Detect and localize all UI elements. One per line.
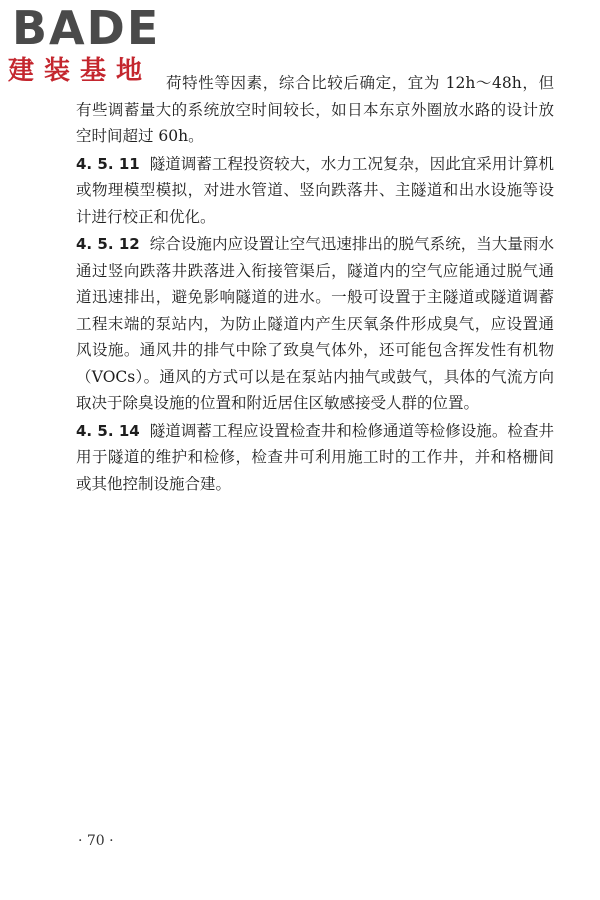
logo-subtitle: 建装基地 [8, 56, 153, 86]
document-body [76, 70, 554, 498]
section-number: 4. 5. 12 [76, 235, 140, 253]
page-number: · 70 · [78, 833, 114, 849]
paragraph-text: 综合设施内应设置让空气迅速排出的脱气系统，当大量雨水通过竖向跌落井跌落进入衔接管渠后，隧道内的空气应能通过脱气通道迅速排出，避免影响隧道的进水。一般可设置于主隧道或隧道调蓄工程末端的泵站内，为防止隧道内产生厌氧条件形成臭气，应设置通风设施。通风井的排气中除了致臭气体外，还可能包含挥发性有机物（VOCs）。通风的方式可以是在泵站内抽气或鼓气，具体的气流方向取决于除臭设施的位置和附近居住区敏感接受人群的位置。 [76, 235, 554, 412]
section-number: 4. 5. 11 [76, 154, 140, 173]
paragraph-text: 荷特性等因素，综合比较后确定，宜为 12h～48h，但有些调蓄量大的系统放空时间较长，如日本东京外圈放水路的设计放空时间超过 60h。 [76, 74, 554, 145]
paragraph-text: 隧道调蓄工程投资较大，水力工况复杂，因此宜采用计算机或物理模型模拟，对进水管道、竖向跌落井、主隧道和出水设施等设计进行校正和优化。 [76, 154, 554, 226]
logo-brand: BADE [12, 1, 161, 55]
paragraph-4-5-12 [76, 231, 554, 417]
paragraph-4-5-14 [76, 418, 554, 498]
section-number: 4. 5. 14 [76, 421, 140, 440]
paragraph-4-5-11 [76, 151, 554, 231]
paragraph-text: 隧道调蓄工程应设置检查井和检修通道等检修设施。检查井用于隧道的维护和检修，检查井可利用施工时的工作井，并和格栅间或其他控制设施合建。 [76, 421, 554, 493]
paragraph-continuation [76, 70, 554, 150]
